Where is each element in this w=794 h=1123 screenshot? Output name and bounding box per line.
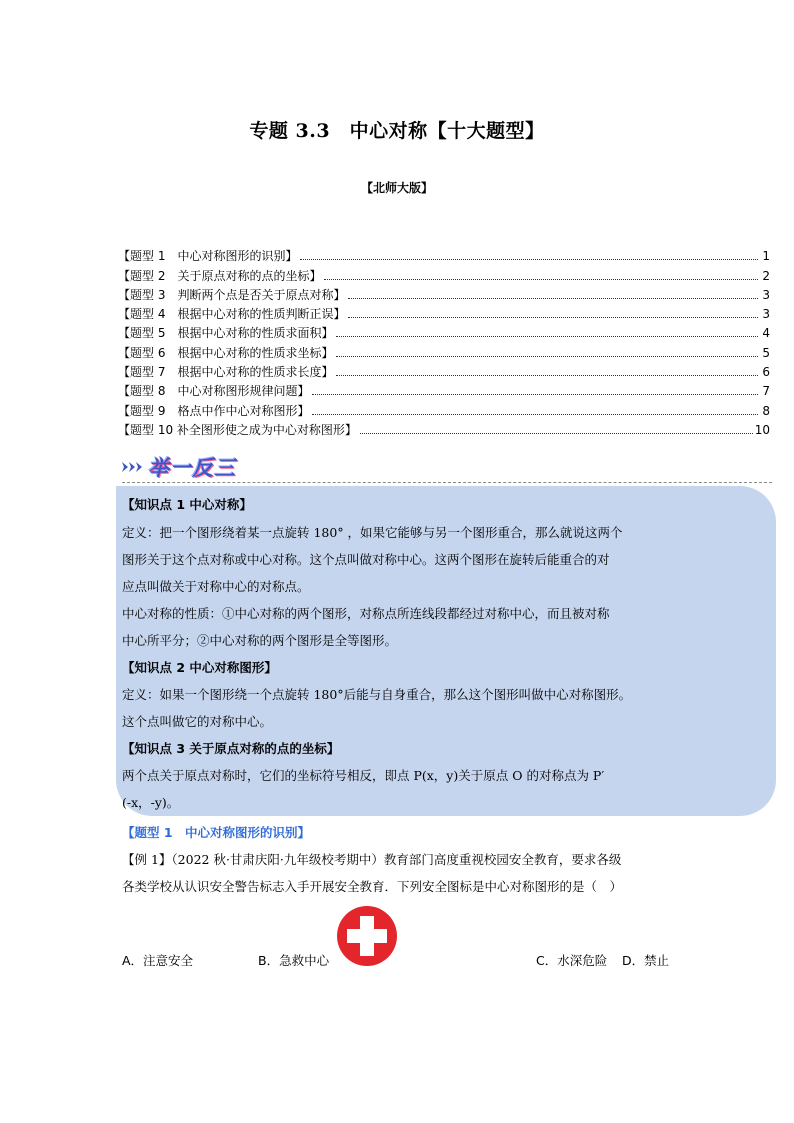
toc-label: 【题型 8 中心对称图形规律问题】	[118, 384, 310, 399]
toc-leader	[348, 316, 758, 318]
toc-label: 【题型 7 根据中心对称的性质求长度】	[118, 365, 334, 380]
example-question: 各类学校从认识安全警告标志入手开展安全教育．下列安全图标是中心对称图形的是（ ）	[122, 879, 623, 894]
toc-entry[interactable]	[118, 264, 770, 283]
choice-a[interactable]: A．注意安全	[122, 953, 194, 968]
toc-entry[interactable]	[118, 322, 770, 341]
toc-label: 【题型 6 根据中心对称的性质求坐标】	[118, 345, 334, 360]
knowledge-text: 定义：如果一个图形绕一个点旋转 180°后能与自身重合，那么这个图形叫做中心对称图形。	[122, 687, 632, 702]
toc-page-number: 1	[762, 249, 770, 264]
section-banner	[122, 452, 772, 486]
dashed-divider	[122, 482, 772, 483]
toc-page-number: 8	[762, 403, 770, 418]
toc-entry[interactable]	[118, 284, 770, 303]
toc-leader	[312, 413, 758, 415]
knowledge-heading-2: 【知识点 2 中心对称图形】	[122, 660, 277, 675]
toc-entry[interactable]	[118, 341, 770, 360]
toc-entry[interactable]	[118, 245, 770, 264]
choice-c[interactable]: C．水深危险	[536, 953, 608, 968]
knowledge-text: 两个点关于原点对称时，它们的坐标符号相反，即点 P(x，y)关于原点 O 的对称点为 P′	[122, 768, 605, 783]
knowledge-text: 中心所平分；②中心对称的两个图形是全等图形。	[122, 633, 398, 648]
knowledge-text: (-x，-y)。	[122, 795, 180, 810]
toc-label: 【题型 1 中心对称图形的识别】	[118, 249, 298, 264]
toc-page-number: 7	[762, 384, 770, 399]
triple-arrow-icon	[122, 460, 148, 474]
toc-leader	[312, 393, 758, 395]
toc-label: 【题型 9 格点中作中心对称图形】	[118, 403, 310, 418]
toc-entry[interactable]	[118, 380, 770, 399]
banner-title: 举一反三	[148, 456, 236, 480]
toc-leader	[348, 297, 758, 299]
choice-d[interactable]: D．禁止	[622, 953, 670, 968]
edition-label: 【北师大版】	[360, 181, 433, 195]
knowledge-text: 中心对称的性质：①中心对称的两个图形，对称点所连线段都经过对称中心，而且被对称	[122, 606, 610, 621]
toc-leader	[336, 355, 758, 357]
toc-entry[interactable]	[118, 399, 770, 418]
knowledge-text: 应点叫做关于对称中心的对称点。	[122, 579, 310, 594]
knowledge-text: 定义：把一个图形绕着某一点旋转 180° ，如果它能够与另一个图形重合，那么就说这两个	[122, 525, 623, 540]
page-title: 专题 3.3 中心对称【十大题型】	[249, 120, 545, 142]
knowledge-text: 图形关于这个点对称或中心对称。这个点叫做对称中心。这两个图形在旋转后能重合的对	[122, 552, 610, 567]
table-of-contents	[118, 245, 770, 438]
toc-page-number: 6	[762, 365, 770, 380]
toc-entry[interactable]	[118, 303, 770, 322]
toc-page-number: 5	[762, 345, 770, 360]
toc-label: 【题型 5 根据中心对称的性质求面积】	[118, 326, 334, 341]
toc-entry[interactable]	[118, 419, 770, 438]
toc-label: 【题型 4 根据中心对称的性质判断正误】	[118, 307, 346, 322]
toc-leader	[336, 374, 758, 376]
knowledge-heading-1: 【知识点 1 中心对称】	[122, 497, 252, 512]
toc-page-number: 3	[762, 307, 770, 322]
toc-page-number: 2	[762, 268, 770, 283]
toc-page-number: 4	[762, 326, 770, 341]
answer-choices	[122, 951, 682, 971]
toc-label: 【题型 2 关于原点对称的点的坐标】	[118, 268, 322, 283]
toc-leader	[336, 335, 758, 337]
knowledge-text: 这个点叫做它的对称中心。	[122, 714, 273, 729]
toc-label: 【题型 3 判断两个点是否关于原点对称】	[118, 287, 346, 302]
toc-leader	[324, 278, 758, 280]
toc-leader	[360, 432, 753, 434]
toc-leader	[300, 258, 758, 260]
toc-entry[interactable]	[118, 361, 770, 380]
example-question: 【例 1】（2022 秋·甘肃庆阳·九年级校考期中）教育部门高度重视校园安全教育，要求各级	[122, 852, 622, 867]
section-heading: 【题型 1 中心对称图形的识别】	[122, 825, 311, 840]
choice-b[interactable]: B．急救中心	[258, 953, 330, 968]
knowledge-heading-3: 【知识点 3 关于原点对称的点的坐标】	[122, 741, 340, 756]
toc-label: 【题型 10 补全图形使之成为中心对称图形】	[118, 422, 357, 437]
toc-page-number: 10	[754, 422, 770, 437]
toc-page-number: 3	[762, 287, 770, 302]
